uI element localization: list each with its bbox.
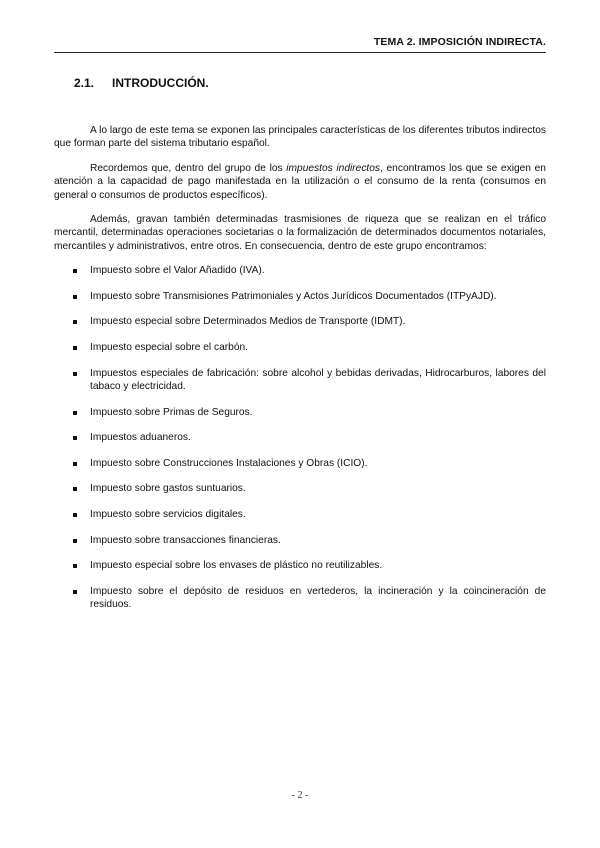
bullet-icon (73, 346, 77, 350)
document-body (54, 124, 546, 624)
list-item: Impuesto sobre Primas de Seguros. (54, 406, 546, 419)
paragraph-2 (54, 162, 546, 202)
paragraph-2-text: Recordemos que, dentro del grupo de los (90, 162, 287, 174)
paragraph-3: Además, gravan también determinadas trasmisiones de riqueza que se realizan en el tráfico mercantil, determinadas operaciones societarias o la formalización de determinados documentos notariales, mercantiles y administrativos, entre otros. En consecuencia, dentro de este grupo encontramos: (54, 214, 546, 252)
paragraph-2-italic: impuestos indirectos (286, 162, 380, 174)
list-item: Impuesto sobre el Valor Añadido (IVA). (54, 264, 546, 277)
bullet-icon (73, 295, 77, 299)
paragraph-1: A lo largo de este tema se exponen las principales características de los diferentes tributos indirectos que forman parte del sistema tributario español. (54, 125, 546, 150)
tax-list (54, 264, 546, 611)
bullet-icon (73, 564, 77, 568)
list-item: Impuesto sobre servicios digitales. (54, 508, 546, 521)
list-item: Impuesto especial sobre Determinados Medios de Transporte (IDMT). (54, 315, 546, 328)
page-number: - 2 - (291, 790, 309, 801)
bullet-icon (73, 590, 77, 594)
list-item: Impuesto sobre el depósito de residuos en vertederos, la incineración y la coincineración de residuos. (54, 585, 546, 612)
list-item: Impuesto sobre Transmisiones Patrimoniales y Actos Jurídicos Documentados (ITPyAJD). (54, 290, 546, 303)
bullet-icon (73, 539, 77, 543)
section-title: INTRODUCCIÓN. (112, 76, 209, 90)
running-header: TEMA 2. IMPOSICIÓN INDIRECTA. (373, 36, 546, 48)
bullet-icon (73, 462, 77, 466)
bullet-icon (73, 436, 77, 440)
list-item: Impuesto especial sobre el carbón. (54, 341, 546, 354)
list-item: Impuestos especiales de fabricación: sobre alcohol y bebidas derivadas, Hidrocarburos, labores del tabaco y electricidad. (54, 367, 546, 394)
list-item: Impuesto sobre transacciones financieras. (54, 534, 546, 547)
list-item: Impuesto sobre gastos suntuarios. (54, 482, 546, 495)
bullet-icon (73, 320, 77, 324)
bullet-icon (73, 487, 77, 491)
list-item: Impuesto especial sobre los envases de plástico no reutilizables. (54, 559, 546, 572)
bullet-icon (73, 411, 77, 415)
bullet-icon (73, 269, 77, 273)
section-heading (74, 76, 209, 90)
list-item: Impuesto sobre Construcciones Instalaciones y Obras (ICIO). (54, 457, 546, 470)
list-item: Impuestos aduaneros. (54, 431, 546, 444)
bullet-icon (73, 372, 77, 376)
bullet-icon (73, 513, 77, 517)
section-number: 2.1. (74, 76, 95, 90)
paragraph-2-text: , encontramos los que se exigen en atención a la capacidad de pago manifestada en la utilización o el consumo de la renta (consumos en general o consumos de productos específicos). (54, 162, 546, 201)
header-rule (54, 52, 546, 53)
